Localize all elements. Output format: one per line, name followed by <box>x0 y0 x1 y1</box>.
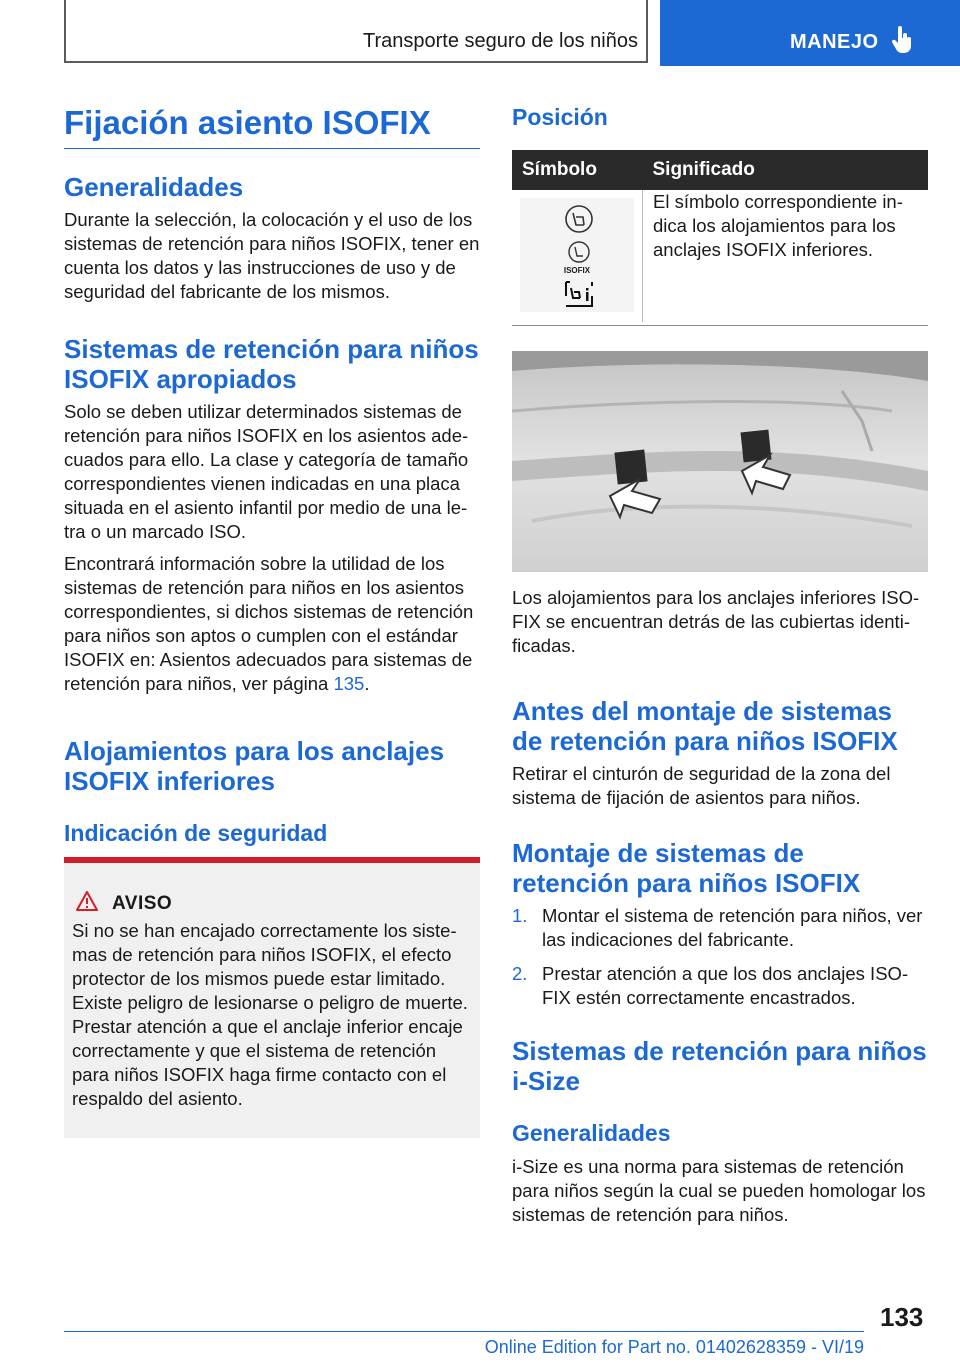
col-symbol-header: Símbolo <box>512 150 643 190</box>
warning-title: AVISO <box>112 892 173 914</box>
table-bottom-rule <box>512 325 928 326</box>
montaje-heading: Montaje de sistemas de retención para niños ISOFIX <box>512 838 861 898</box>
warning-header <box>76 891 172 916</box>
step-text: Prestar atención a que los dos anclajes ISOFIX estén correctamente encastrados. <box>542 963 909 1008</box>
hand-pointer-icon <box>892 26 914 59</box>
child-seat-icon <box>564 204 594 239</box>
isize-section <box>512 1036 928 1227</box>
meaning-cell <box>643 190 929 322</box>
chapter-tab[interactable] <box>660 0 960 66</box>
footer-rule <box>64 1331 864 1332</box>
warning-triangle-icon <box>76 891 98 916</box>
antes-text: Retirar el cinturón de seguridad de la zona del sistema de fijación de asientos para niños. <box>512 763 891 808</box>
antes-heading: Antes del montaje de sistemas de retención para niños ISOFIX <box>512 696 898 756</box>
col-meaning-header: Significado <box>643 150 929 190</box>
photo-caption: Los alojamientos para los anclajes inferiores ISOFIX se encuentran detrás de las cubiertas identificadas. <box>512 587 920 656</box>
photo-caption-block <box>512 586 928 658</box>
isize-sub-heading: Generalidades <box>512 1120 671 1146</box>
title-rule <box>64 148 480 149</box>
page-number: 133 <box>880 1302 924 1332</box>
table-row <box>512 190 928 322</box>
montaje-steps <box>512 904 928 1010</box>
sistemas-text-2 <box>64 552 480 696</box>
chapter-tab-label: MANEJO <box>790 31 879 53</box>
sistemas-text-2-prefix: Encontrará información sobre la utilidad de los sistemas de retención para niños en los asientos correspondientes, si dichos sistemas de retención para niños son aptos o cumplen con el estándar ISOFIX en: Asientos adecuados para sistemas de retención para niños, ver página <box>64 553 474 694</box>
sistemas-text-2-suffix: . <box>364 673 370 694</box>
generalidades-heading: Generalidades <box>64 172 244 202</box>
header-section-title: Transporte seguro de los niños <box>363 30 638 52</box>
antes-section <box>512 696 928 810</box>
warning-text: Si no se han encajado correctamente los sistemas de retención para niños ISOFIX, el efecto protector de los mismos puede estar limitado. Existe peligro de lesionarse o peligro de muerte. Prestar atención a que el anclaje inferior encaje correctamente y que el sistema de retención para niños ISOFIX haga firme contacto con el respaldo del asiento. <box>72 920 468 1109</box>
symbol-isofix-label: ISOFIX <box>563 266 591 275</box>
posicion-heading: Posición <box>512 104 608 130</box>
child-seat-info-icon <box>564 280 594 313</box>
sistemas-heading: Sistemas de retención para niños ISOFIX apropiados <box>64 334 479 394</box>
list-item <box>512 904 928 952</box>
alojamientos-section <box>64 736 480 796</box>
warning-box <box>64 857 480 1138</box>
isize-text: i-Size es una norma para sistemas de retención para niños según la cual se pueden homologar los sistemas de retención para niños. <box>512 1156 926 1225</box>
generalidades-section <box>64 172 480 304</box>
sistemas-section <box>64 334 480 696</box>
isize-heading: Sistemas de retención para niños i-Size <box>512 1036 927 1096</box>
step-text: Montar el sistema de retención para niños, ver las indicaciones del fabricante. <box>542 905 923 950</box>
sistemas-text-1: Solo se deben utilizar determinados sistemas de retención para niños ISOFIX en los asientos adecuados para ello. La clase y categoría de tamaño correspondientes vienen indicadas en una placa situada en el asiento infantil por medio de una letra o un marcado ISO. <box>64 401 469 542</box>
symbol-meaning-text: El símbolo correspondiente indica los alojamientos para los anclajes ISOFIX inferiores. <box>653 191 903 260</box>
generalidades-text: Durante la selección, la colocación y el uso de los sistemas de retención para niños ISOFIX, tener en cuenta los datos y las instrucciones de uso y de seguridad del fabricante de los mismos. <box>64 209 480 302</box>
list-item <box>512 962 928 1010</box>
footer-edition: Online Edition for Part no. 01402628359 - VI/19 <box>484 1337 864 1357</box>
symbol-panel <box>520 198 634 312</box>
montaje-section <box>512 838 928 1010</box>
indicacion-section <box>64 820 480 847</box>
step-number: 1. <box>512 905 528 926</box>
symbol-table-header-row <box>512 150 928 190</box>
symbol-table <box>512 150 928 322</box>
step-number: 2. <box>512 963 528 984</box>
page-header <box>0 0 960 66</box>
alojamientos-heading: Alojamientos para los anclajes ISOFIX inferiores <box>64 736 445 796</box>
isofix-icon <box>567 240 591 269</box>
page-title: Fijación asiento ISOFIX <box>64 104 431 141</box>
indicacion-heading: Indicación de seguridad <box>64 820 328 846</box>
isofix-photo <box>512 351 928 572</box>
page-link-135[interactable]: 135 <box>333 673 365 694</box>
symbol-cell <box>512 190 643 322</box>
